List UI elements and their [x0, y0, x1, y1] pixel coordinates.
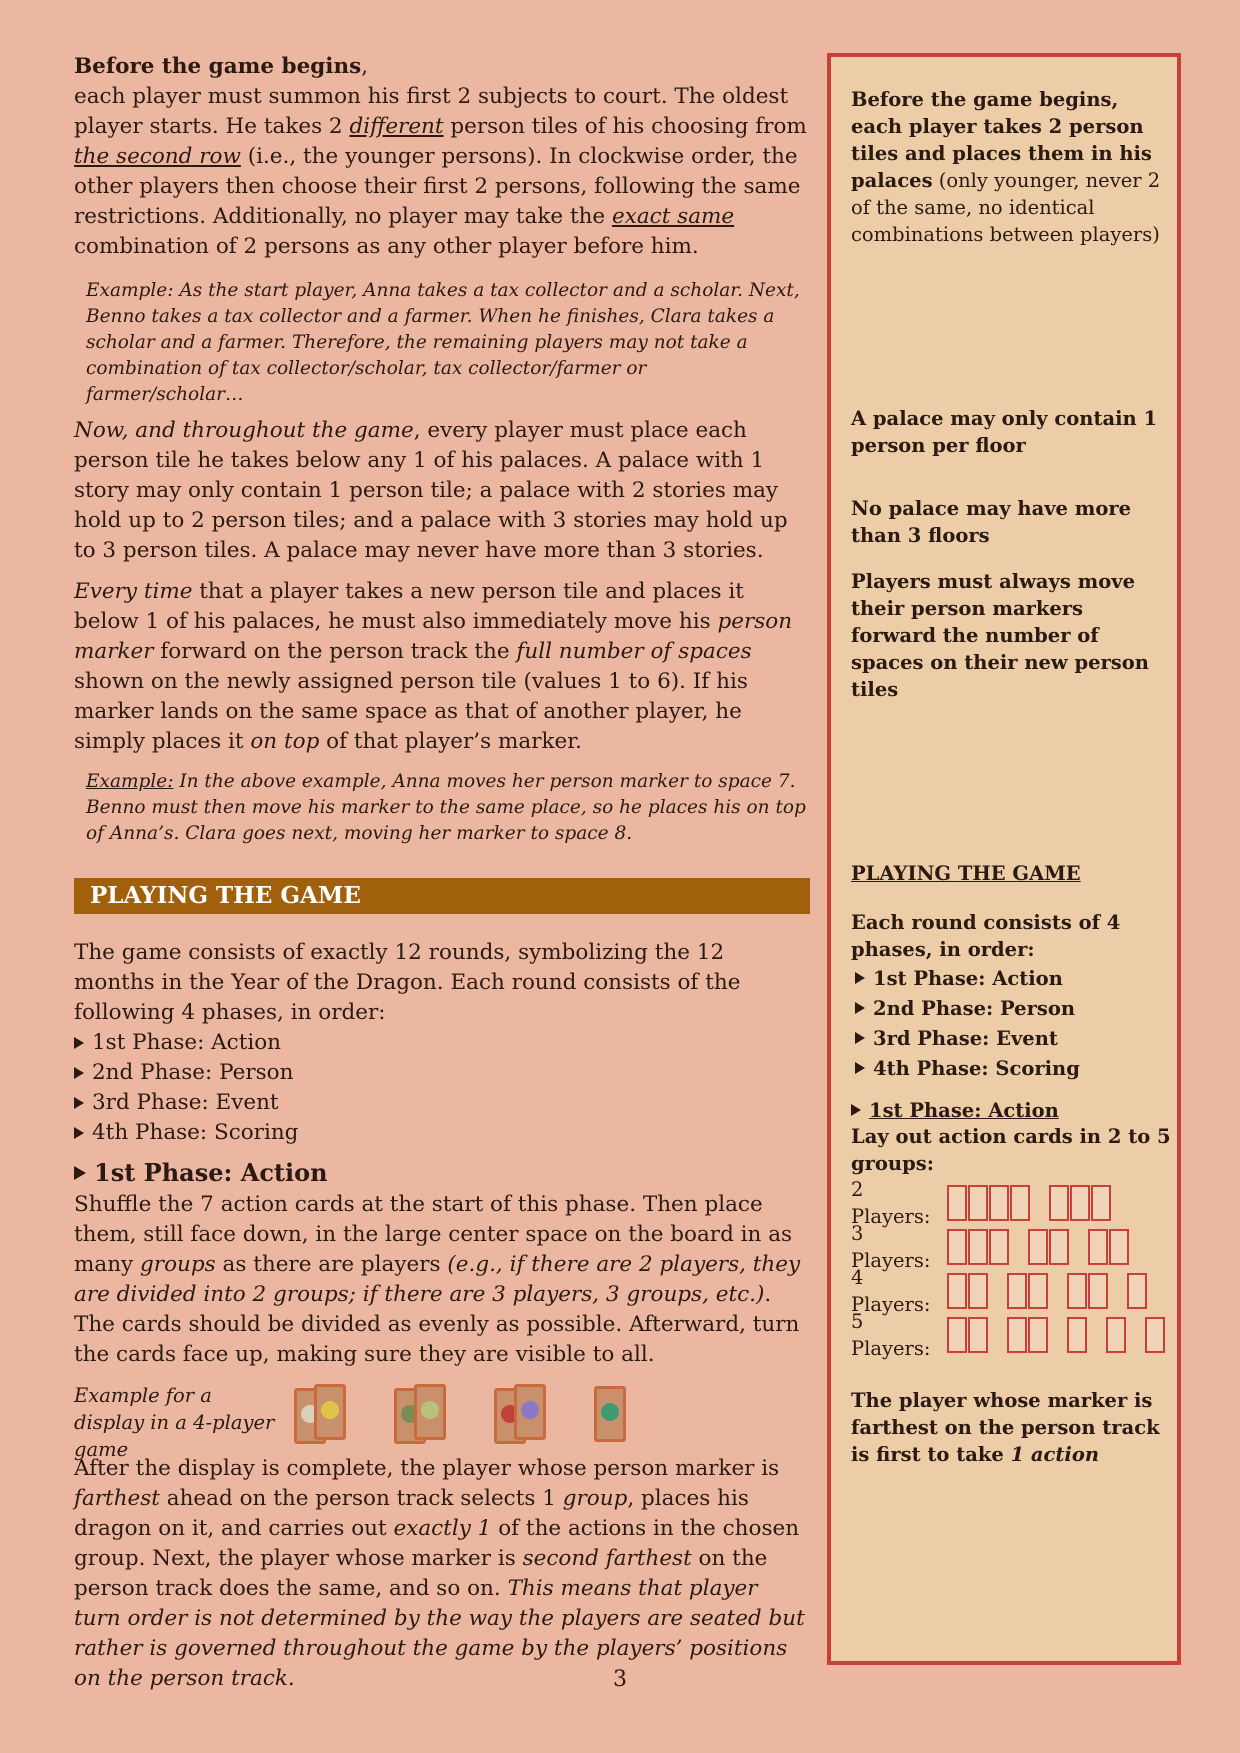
- palace-paragraph: Now, and throughout the game, every player must place each person tile he takes below any 1 of his palaces. A palace with 1 story may only contain 1 person tile; a palace with 2 stories may hold up to 2 person tiles; and a palace with 3 stories may hold up to 3 person tiles. A palace may never have more than 3 stories.: [74, 418, 788, 563]
- sidebar-phase-item: 2nd Phase: Person: [851, 993, 1171, 1023]
- grouping-row: 2 Players:: [851, 1181, 1171, 1225]
- grouping-row: 4 Players:: [851, 1269, 1171, 1313]
- triangle-bullet-icon: [74, 1166, 86, 1180]
- display-example-label: Example for a display in a 4-player game: [74, 1384, 275, 1461]
- action-card: [594, 1386, 626, 1442]
- triangle-bullet-icon: [851, 1104, 861, 1116]
- sidebar-summary-1: Before the game begins, each player takes 2 person tiles and places them in his palaces (only younger, never 2 of the same, no identical combinations between players): [851, 88, 1161, 246]
- example-text: Example: As the start player, Anna takes a tax collector and a scholar. Next, Benno takes a tax collector and a farmer. When he finishes, Clara takes a scholar and a farmer. Therefore, the remaining players may not take a combination of tax collector/scholar, tax collector/farmer or farmer/scholar…: [86, 280, 800, 405]
- sidebar-first-player: The player whose marker is farthest on the person track is first to take 1 action: [851, 1389, 1160, 1466]
- triangle-bullet-icon: [74, 1097, 84, 1109]
- sidebar-layout-text: Lay out action cards in 2 to 5 groups:: [851, 1125, 1171, 1175]
- page-number: 3: [613, 1667, 627, 1692]
- sidebar-summary-2: A palace may only contain 1 person per floor: [851, 407, 1158, 457]
- sidebar-rounds: Each round consists of 4 phases, in order:: [851, 911, 1121, 961]
- sidebar-phase1-heading: 1st Phase: Action: [851, 1095, 1171, 1125]
- grouping-table: [851, 1178, 1171, 1360]
- main-column: [74, 52, 809, 1694]
- grouping-row: 3 Players:: [851, 1225, 1171, 1269]
- intro-paragraph: Before the game begins, each player must summon his first 2 subjects to court. The oldest player starts. He takes 2 different person tiles of his choosing from the second row (i.e., the younger persons). In clockwise order, the other players then choose their first 2 persons, following the same restrictions. Additionally, no player may take the exact same combination of 2 persons as any other player before him.: [74, 54, 807, 259]
- sidebar-summary-3: No palace may have more than 3 floors: [851, 497, 1132, 547]
- sidebar-section-title: PLAYING THE GAME: [851, 862, 1081, 885]
- turn-order-paragraph: After the display is complete, the player whose person marker is farthest ahead on the person track selects 1 group, places his dragon on it, and carries out exactly 1 of the actions in the chosen group. Next, the player whose marker is second farthest on the person track does the same, and so on. This means that player turn order is not determined by the way the players are seated but rather is governed throughout the game by the players’ positions on the person track.: [74, 1456, 805, 1691]
- phase-item: 2nd Phase: Person: [74, 1058, 809, 1088]
- section-band: PLAYING THE GAME: [74, 878, 810, 914]
- triangle-bullet-icon: [855, 972, 865, 984]
- triangle-bullet-icon: [855, 1032, 865, 1044]
- sidebar-phase-item: 3rd Phase: Event: [851, 1023, 1171, 1053]
- phase-list: [74, 1028, 809, 1148]
- intro-heading: Before the game begins: [74, 54, 362, 79]
- phase-item: 4th Phase: Scoring: [74, 1118, 809, 1148]
- person-marker-paragraph: Every time that a player takes a new person tile and places it below 1 of his palaces, he must also immediately move his person marker forward on the person track the full number of spaces shown on the newly assigned person tile (values 1 to 6). If his marker lands on the same space as that of another player, he simply places it on top of that player’s marker.: [74, 579, 793, 754]
- phase1-paragraph: Shuffle the 7 action cards at the start of this phase. Then place them, still face down, in the large center space on the board in as many groups as there are players (e.g., if there are 2 players, they are divided into 2 groups; if there are 3 players, 3 groups, etc.). The cards should be divided as evenly as possible. Afterward, turn the cards face up, making sure they are visible to all.: [74, 1192, 801, 1367]
- triangle-bullet-icon: [74, 1067, 84, 1079]
- triangle-bullet-icon: [74, 1127, 84, 1139]
- sidebar-phase-item: 1st Phase: Action: [851, 963, 1171, 993]
- display-example: [74, 1382, 809, 1461]
- phase1-heading: 1st Phase: Action: [74, 1156, 809, 1190]
- action-card: [414, 1384, 446, 1440]
- sidebar-playing-section: [851, 860, 1171, 1468]
- sidebar-phase-item: 4th Phase: Scoring: [851, 1053, 1171, 1083]
- sidebar-summary-4: Players must always move their person markers forward the number of spaces on their new person tiles: [851, 570, 1149, 701]
- example-text-2: Example: In the above example, Anna moves her person marker to space 7. Benno must then move his marker to the same place, so he places his on top of Anna’s. Clara goes next, moving her marker to space 8.: [86, 771, 806, 844]
- phase-item: 3rd Phase: Event: [74, 1088, 809, 1118]
- triangle-bullet-icon: [855, 1002, 865, 1014]
- triangle-bullet-icon: [74, 1037, 84, 1049]
- triangle-bullet-icon: [855, 1062, 865, 1074]
- action-card: [514, 1384, 546, 1440]
- grouping-row: 5 Players:: [851, 1313, 1171, 1357]
- phase-item: 1st Phase: Action: [74, 1028, 809, 1058]
- rounds-paragraph: The game consists of exactly 12 rounds, symbolizing the 12 months in the Year of the Dragon. Each round consists of the following 4 phases, in order:: [74, 940, 741, 1025]
- action-card: [314, 1384, 346, 1440]
